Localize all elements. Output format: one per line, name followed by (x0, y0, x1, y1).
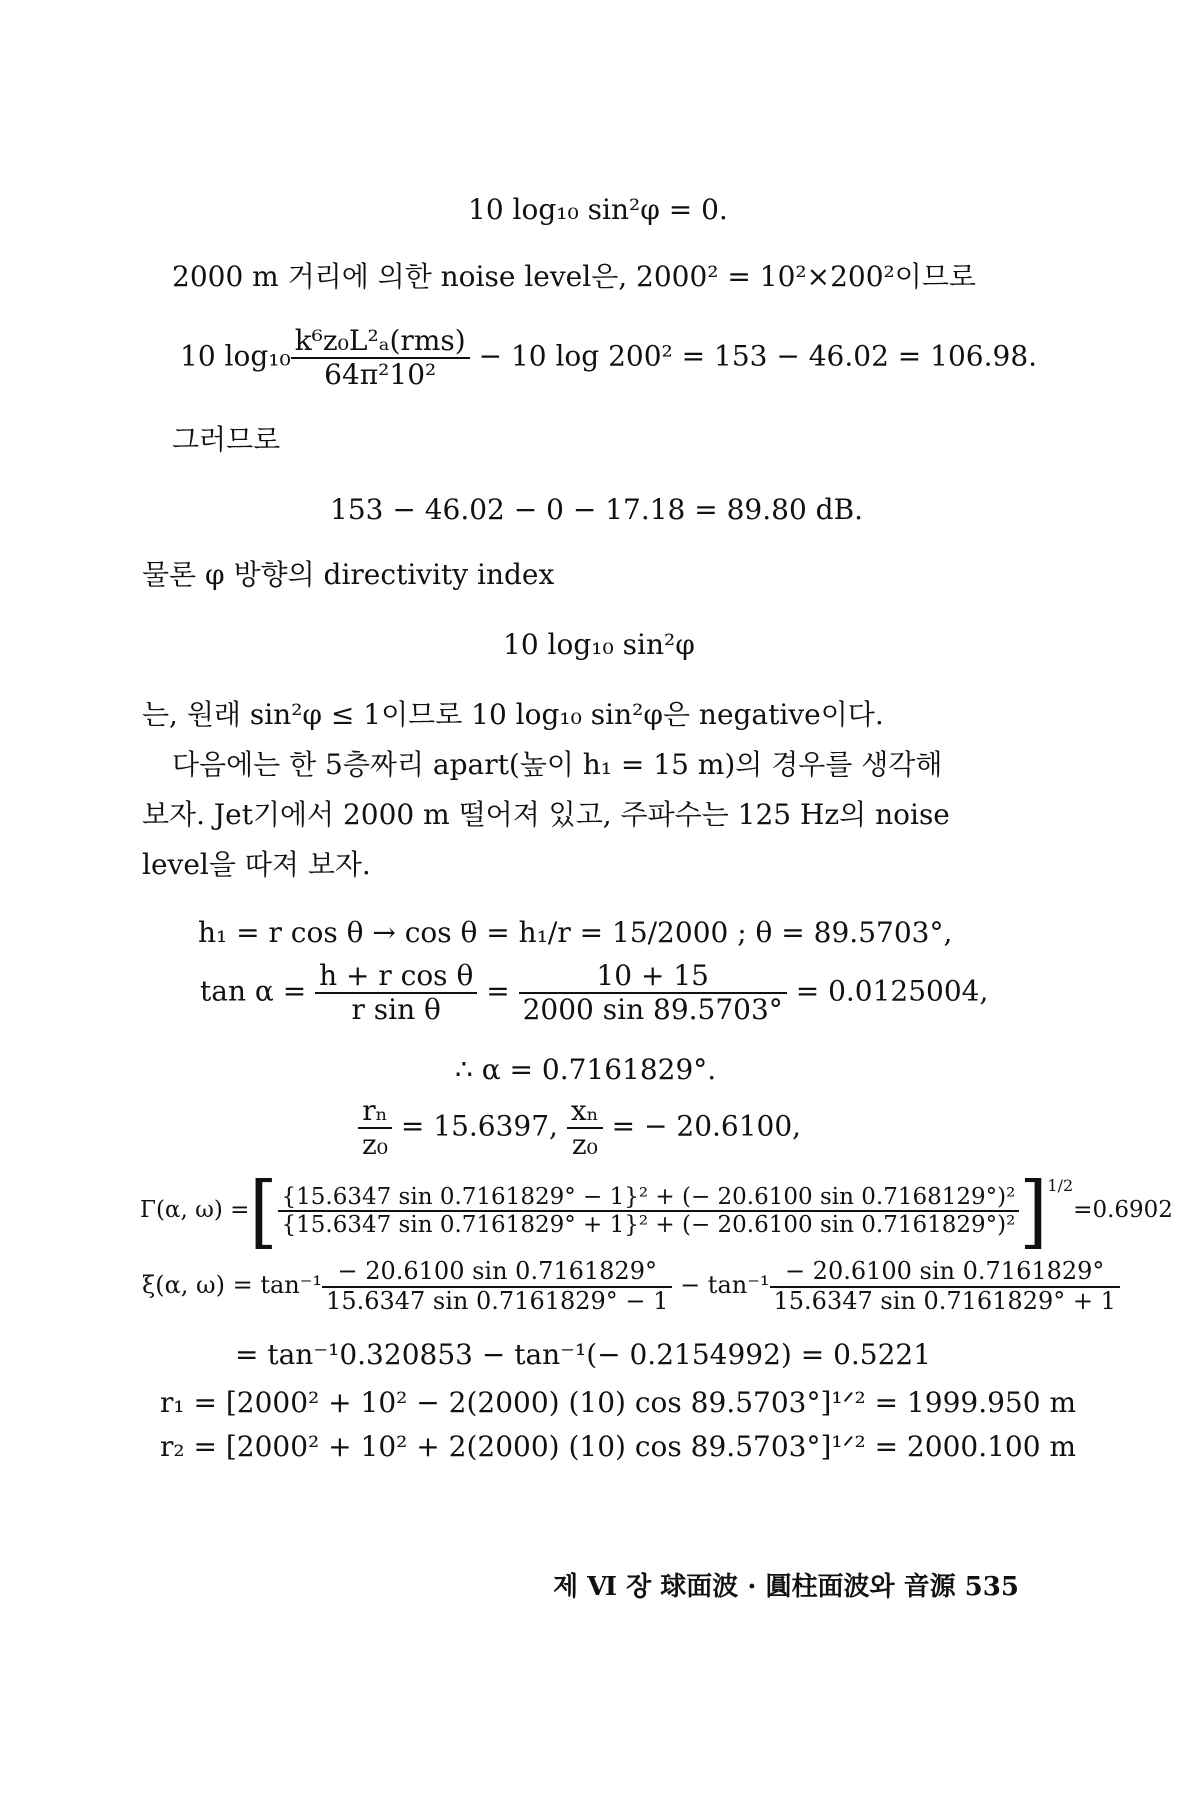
equation-xi-value: = tan⁻¹0.320853 − tan⁻¹(− 0.2154992) = 0.5221 (235, 1338, 932, 1371)
eq10-fraction-2 (770, 1258, 1120, 1315)
eq6-fraction-2 (519, 960, 787, 1026)
equation-tan-alpha (200, 960, 988, 1026)
eq8-fraction-2 (567, 1095, 603, 1161)
eq9-left-bracket: [ (249, 1164, 278, 1258)
page-footer: 제 Ⅵ 장 球面波 · 圓柱面波와 音源 535 (553, 1572, 1019, 1602)
eq10-denominator-2: 15.6347 sin 0.7161829° + 1 (773, 1286, 1116, 1315)
eq2-post: − 10 log 200² = 153 − 46.02 = 106.98. (478, 339, 1038, 373)
equation-theta: h₁ = r cos θ → cos θ = h₁/r = 15/2000 ; θ = 89.5703°, (198, 916, 953, 949)
paragraph-negative: 는, 원래 sin²φ ≤ 1이므로 10 log₁₀ sin²φ은 negative이다. (142, 698, 884, 731)
eq2-numerator: k⁶z₀L²ₐ(rms) (291, 325, 470, 359)
paragraph-apartment-3: level을 따져 보자. (142, 848, 371, 881)
equation-r1: r₁ = [2000² + 10² − 2(2000) (10) cos 89.5703°]¹ᐟ² = 1999.950 m (160, 1386, 1076, 1419)
eq8-numerator-2: xₙ (567, 1095, 603, 1129)
eq8-post: = − 20.6100, (611, 1109, 802, 1143)
eq9-right-bracket: ] (1019, 1164, 1048, 1258)
eq10-numerator-1: − 20.6100 sin 0.7161829° (322, 1258, 672, 1288)
equation-impedance-ratios (358, 1095, 801, 1161)
eq2-pre: 10 log₁₀ (180, 339, 291, 373)
eq2-denominator: 64π²10² (324, 358, 437, 392)
eq10-mid: − tan⁻¹ (680, 1271, 770, 1300)
eq9-numerator: {15.6347 sin 0.7161829° − 1}² + (− 20.6100 sin 0.7168129°)² (278, 1184, 1020, 1212)
paragraph-noise-level-intro: 2000 m 거리에 의한 noise level은, 2000² = 10²×200²이므로 (172, 260, 976, 293)
paragraph-directivity: 물론 φ 방향의 directivity index (142, 558, 555, 591)
eq8-mid: = 15.6397, (400, 1109, 558, 1143)
eq10-numerator-2: − 20.6100 sin 0.7161829° (770, 1258, 1120, 1288)
eq6-denominator-2: 2000 sin 89.5703° (522, 993, 783, 1027)
eq9-denominator: {15.6347 sin 0.7161829° + 1}² + (− 20.6100 sin 0.7161829°)² (281, 1212, 1016, 1238)
equation-gamma (140, 1164, 1173, 1258)
eq2-fraction (291, 325, 470, 391)
equation-directivity-index: 10 log₁₀ sin²φ (503, 628, 695, 661)
eq9-exponent: 1/2 (1047, 1176, 1074, 1195)
paragraph-apartment-2: 보자. Jet기에서 2000 m 떨어져 있고, 주파수는 125 Hz의 noise (142, 798, 950, 831)
eq6-numerator-2: 10 + 15 (519, 960, 787, 994)
eq8-fraction-1 (358, 1095, 392, 1161)
equation-directivity-zero: 10 log₁₀ sin²φ = 0. (468, 193, 728, 226)
eq9-fraction (278, 1184, 1020, 1239)
eq10-fraction-1 (322, 1258, 672, 1315)
eq8-denominator-1: z₀ (362, 1128, 388, 1162)
eq9-post: =0.6902 (1073, 1197, 1173, 1223)
eq8-denominator-2: z₀ (571, 1128, 598, 1162)
eq6-post: = 0.0125004, (795, 974, 989, 1008)
paragraph-therefore: 그러므로 (172, 423, 281, 456)
equation-total-level: 153 − 46.02 − 0 − 17.18 = 89.80 dB. (330, 493, 864, 526)
eq6-denominator-1: r sin θ (351, 993, 441, 1027)
eq6-equals: = (486, 974, 510, 1008)
eq6-numerator-1: h + r cos θ (315, 960, 477, 994)
equation-alpha: ∴ α = 0.7161829°. (455, 1053, 717, 1086)
equation-xi (142, 1258, 1120, 1315)
equation-noise-level (180, 325, 1037, 391)
equation-r2: r₂ = [2000² + 10² + 2(2000) (10) cos 89.5703°]¹ᐟ² = 2000.100 m (160, 1430, 1076, 1463)
eq10-denominator-1: 15.6347 sin 0.7161829° − 1 (326, 1286, 669, 1315)
eq8-numerator-1: rₙ (358, 1095, 392, 1129)
eq10-pre: ξ(α, ω) = tan⁻¹ (142, 1271, 323, 1300)
paragraph-apartment-1: 다음에는 한 5층짜리 apart(높이 h₁ = 15 m)의 경우를 생각해 (172, 748, 943, 781)
eq6-fraction-1 (315, 960, 477, 1026)
eq9-pre: Γ(α, ω) = (140, 1197, 250, 1223)
eq6-pre: tan α = (200, 974, 307, 1008)
